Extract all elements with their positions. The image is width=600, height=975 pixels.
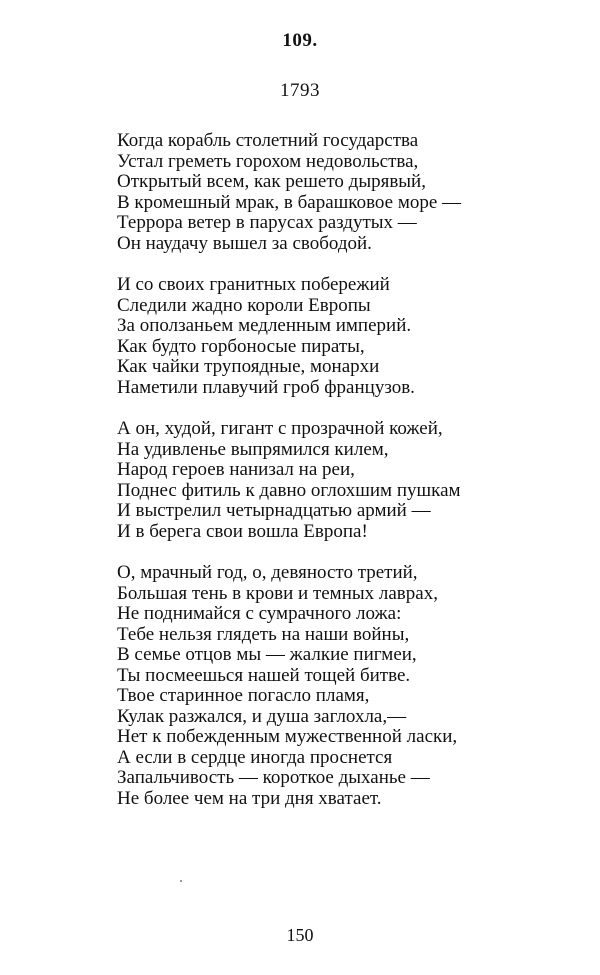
poem-line: Он наудачу вышел за свободой. [117, 232, 372, 254]
poem-line: За оползаньем медленным империй. [117, 315, 412, 336]
poem-line: Открытый всем, как решето дырявый, [117, 171, 426, 192]
poem-line: Наметили плавучий гроб французов. [117, 376, 415, 398]
poem-line: А он, худой, гигант с прозрачной кожей, [117, 418, 443, 439]
poem-line: Народ героев нанизал на реи, [117, 459, 355, 480]
poem-line: Не более чем на три дня хватает. [117, 787, 382, 809]
poem-line: И со своих гранитных побережий [117, 274, 390, 295]
poem-number: 109. [282, 30, 318, 51]
page-number: 150 [286, 925, 314, 945]
ink-speck [180, 880, 182, 882]
poem-line: Не поднимайся с сумрачного ложа: [117, 603, 402, 624]
poem-body [117, 131, 557, 830]
poem-line: Ты посмеешься нашей тощей битве. [117, 664, 411, 686]
poem-line: Тебе нельзя глядеть на наши войны, [117, 623, 410, 645]
poem-title: 1793 [280, 80, 320, 101]
stanza-3 [117, 419, 557, 542]
poem-line: Как будто горбоносые пираты, [117, 335, 365, 357]
poem-line: В семье отцов мы — жалкие пигмеи, [117, 644, 417, 665]
poem-line: Поднес фитиль к давно оглохшим пушкам [117, 479, 461, 501]
poem-line: Когда корабль столетний государства [117, 130, 419, 151]
poem-line: Следили жадно короли Европы [117, 294, 371, 316]
poem-line: В кромешный мрак, в барашковое море — [117, 191, 462, 213]
poem-line: Как чайки трупоядные, монархи [117, 356, 380, 377]
poem-line: Запальчивость — короткое дыханье — [117, 767, 430, 788]
poem-line: А если в сердце иногда проснется [117, 746, 393, 768]
poem-line: Террора ветер в парусах раздутых — [117, 212, 417, 233]
poem-line: Большая тень в крови и темных лаврах, [117, 582, 438, 604]
stanza-4 [117, 563, 557, 809]
stanza-1 [117, 131, 557, 254]
poem-line: Устал греметь горохом недовольства, [117, 150, 419, 172]
poem-line: О, мрачный год, о, девяносто третий, [117, 562, 418, 583]
poem-line: На удивленье выпрямился килем, [117, 438, 389, 460]
stanza-2 [117, 275, 557, 398]
poem-line: Нет к побежденным мужественной ласки, [117, 726, 458, 747]
poem-line: Твое старинное погасло пламя, [117, 685, 370, 706]
poem-line: И выстрелил четырнадцатью армий — [117, 500, 431, 521]
poem-line: И в берега свои вошла Европа! [117, 520, 368, 542]
poem-line: Кулак разжался, и душа заглохла,— [117, 705, 407, 727]
